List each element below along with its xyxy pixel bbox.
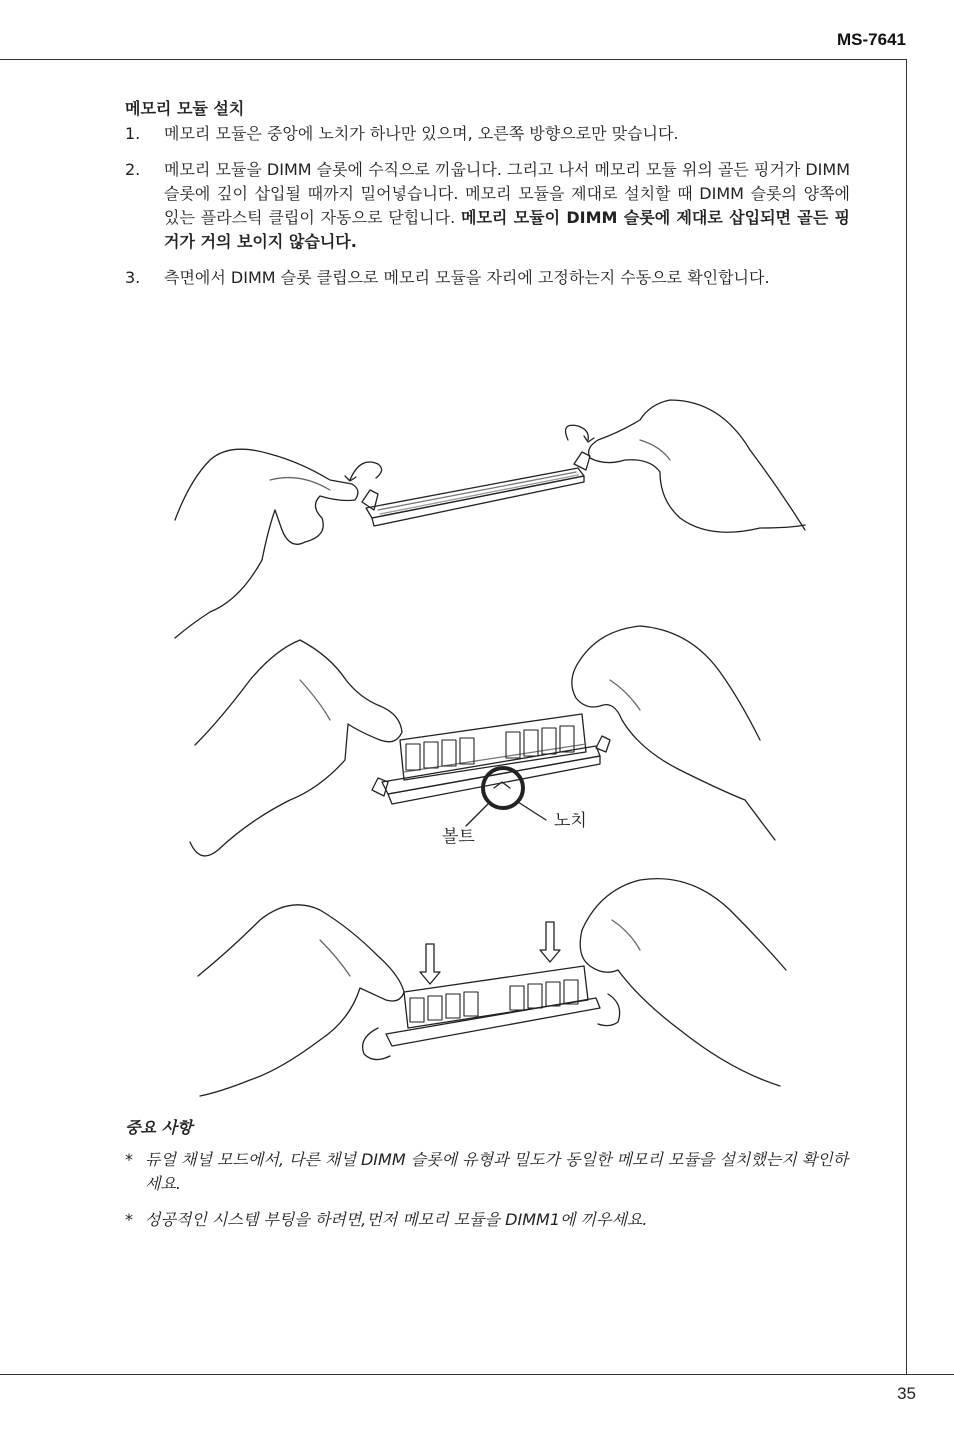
section-title: 메모리 모듈 설치 bbox=[125, 99, 245, 118]
leader-line bbox=[518, 802, 546, 820]
down-arrow-icon bbox=[540, 922, 560, 962]
panel-module-press bbox=[198, 879, 786, 1096]
memory-chip bbox=[546, 982, 560, 1006]
header-rule bbox=[0, 59, 906, 60]
slot-clip bbox=[372, 778, 388, 796]
finger-line bbox=[300, 680, 330, 720]
rotate-arrow-icon bbox=[598, 994, 620, 1026]
hand-left bbox=[190, 640, 402, 856]
memory-chip bbox=[410, 998, 424, 1022]
footer-rule bbox=[0, 1374, 954, 1375]
step-3 bbox=[125, 266, 850, 290]
step-1 bbox=[125, 122, 850, 146]
memory-chip bbox=[464, 992, 478, 1016]
down-arrow-icon bbox=[420, 944, 440, 984]
hand-right bbox=[572, 626, 775, 840]
finger-line bbox=[640, 440, 670, 460]
memory-chip bbox=[406, 744, 420, 770]
finger-line bbox=[270, 478, 330, 490]
arrow-head-icon bbox=[584, 436, 594, 442]
hand-right bbox=[580, 879, 786, 1086]
page-number: 35 bbox=[897, 1384, 916, 1403]
volt-label: 볼트 bbox=[442, 827, 475, 847]
dimm-install-figure bbox=[0, 380, 954, 1110]
note-item bbox=[125, 1148, 855, 1196]
bullet-star: * bbox=[125, 1150, 133, 1169]
memory-chip bbox=[442, 740, 456, 766]
step-number: 1. bbox=[125, 124, 141, 143]
note-text: 성공적인 시스템 부팅을 하려면,먼저 메모리 모듈을 DIMM1에 끼우세요. bbox=[145, 1210, 648, 1229]
memory-chip bbox=[460, 738, 474, 764]
rotate-arrow-icon bbox=[363, 1028, 390, 1060]
hand-left bbox=[198, 905, 404, 1096]
finger-line bbox=[610, 680, 640, 710]
step-text-wrap bbox=[164, 158, 850, 254]
notch-label: 노치 bbox=[554, 811, 587, 831]
dimm-illustration bbox=[0, 380, 954, 1110]
hand-right bbox=[589, 400, 805, 532]
panel-module-insert bbox=[190, 626, 775, 856]
step-text: 측면에서 DIMM 슬롯 클립으로 메모리 모듈을 자리에 고정하는지 수동으로 확인합니다. bbox=[164, 268, 770, 287]
hand-left bbox=[175, 449, 358, 638]
note-item bbox=[125, 1208, 855, 1232]
memory-chip bbox=[428, 996, 442, 1020]
memory-chip bbox=[510, 986, 524, 1010]
memory-chip bbox=[424, 742, 438, 768]
panel-slot-open bbox=[175, 400, 805, 638]
important-notes bbox=[125, 1116, 855, 1244]
memory-chip bbox=[446, 994, 460, 1018]
step-2 bbox=[125, 158, 850, 254]
memory-chip bbox=[564, 980, 578, 1004]
step-bold-text: 메모리 모듈이 DIMM 슬롯에 제대로 삽입되면 골든 핑거가 거의 보이지 않습니다. bbox=[164, 208, 850, 251]
slot-clip bbox=[362, 490, 378, 510]
step-text: 메모리 모듈은 중앙에 노치가 하나만 있으며, 오른쪽 방향으로만 맞습니다. bbox=[164, 124, 679, 143]
important-title: 중요 사항 bbox=[125, 1118, 193, 1137]
note-text: 듀얼 채널 모드에서, 다른 채널 DIMM 슬롯에 유형과 밀도가 동일한 메모리 모듈을 설치했는지 확인하세요. bbox=[145, 1150, 849, 1193]
install-section bbox=[125, 98, 850, 302]
step-number: 2. bbox=[125, 160, 141, 179]
slot-clip bbox=[574, 452, 590, 470]
bullet-star: * bbox=[125, 1210, 133, 1229]
finger-line bbox=[320, 940, 350, 976]
model-number: MS-7641 bbox=[837, 30, 906, 49]
finger-line bbox=[612, 920, 640, 950]
step-number: 3. bbox=[125, 268, 141, 287]
memory-chip bbox=[528, 984, 542, 1008]
step-text: 메모리 모듈을 DIMM 슬롯에 수직으로 끼웁니다. 그리고 나서 메모리 모듈 위의 골든 핑거가 DIMM 슬롯에 깊이 삽입될 때까지 밀어넣습니다. 메모리 모듈을 제대로 설치할 때 DIMM 슬롯의 양쪽에 있는 플라스틱 클립이 자동으로 닫힙니다. bbox=[164, 160, 851, 227]
slot-groove bbox=[380, 475, 578, 514]
